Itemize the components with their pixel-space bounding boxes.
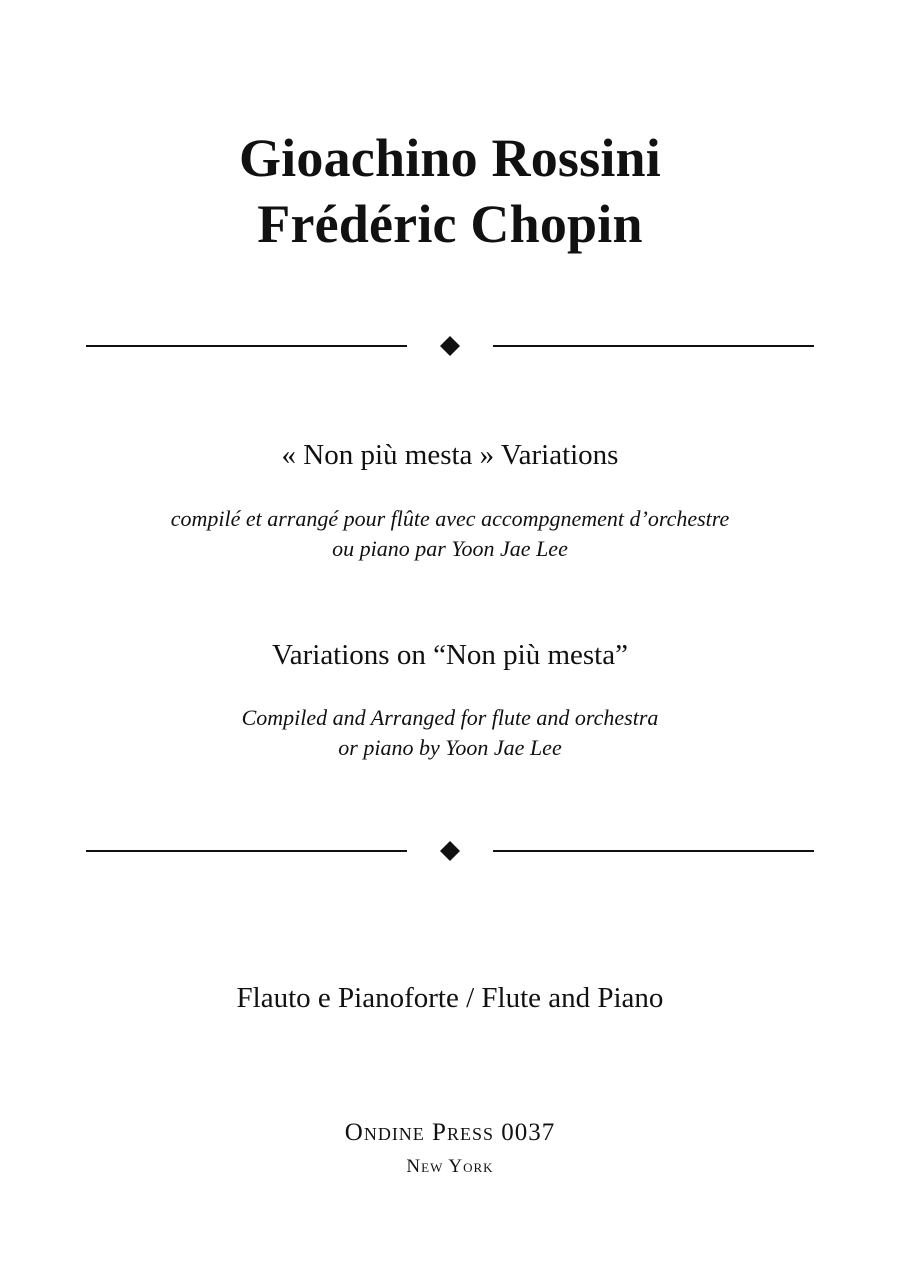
diamond-icon — [440, 841, 460, 861]
english-subtitle-line-1: Compiled and Arranged for flute and orchestra — [241, 705, 659, 730]
divider-line-right — [493, 850, 814, 852]
english-title: Variations on “Non più mesta” — [272, 639, 628, 671]
french-subtitle-line-2: ou piano par Yoon Jae Lee — [332, 536, 568, 561]
ornamental-divider-bottom — [86, 839, 814, 863]
composer-name-rossini: Gioachino Rossini — [238, 128, 661, 188]
ornamental-divider-top — [86, 334, 814, 358]
divider-line-left — [86, 345, 407, 347]
publisher-name: Ondine Press 0037 — [344, 1119, 556, 1146]
publisher-city: New York — [406, 1156, 494, 1177]
instrumentation: Flauto e Pianoforte / Flute and Piano — [236, 982, 664, 1014]
divider-line-left — [86, 850, 407, 852]
english-subtitle-line-2: or piano by Yoon Jae Lee — [338, 735, 562, 760]
french-subtitle-line-1: compilé et arrangé pour flûte avec accompgnement d’orchestre — [170, 506, 730, 531]
composer-name-chopin: Frédéric Chopin — [257, 194, 643, 254]
french-title: « Non più mesta » Variations — [281, 439, 619, 471]
diamond-icon — [440, 336, 460, 356]
divider-line-right — [493, 345, 814, 347]
